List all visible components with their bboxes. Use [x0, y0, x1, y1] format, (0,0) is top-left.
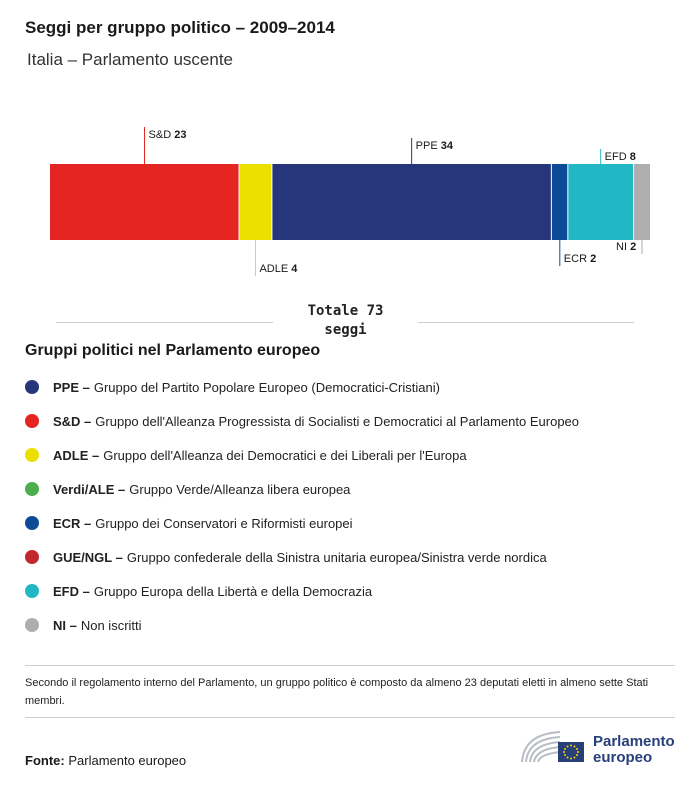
- legend-dot: [25, 448, 39, 462]
- legend-desc: Gruppo confederale della Sinistra unitaria europea/Sinistra verde nordica: [126, 549, 547, 565]
- legend-abbr: PPE –: [53, 379, 90, 395]
- bar-label-efd: EFD 8: [604, 151, 636, 163]
- source-text: Parlamento europeo: [68, 753, 187, 768]
- total-seats: [56, 302, 634, 342]
- legend-item-adle: [25, 438, 579, 472]
- legend-item-verdi: [25, 472, 579, 506]
- legend-dot: [25, 380, 39, 394]
- legend-abbr: GUE/NGL –: [53, 549, 123, 565]
- bar-segment-ecr: [551, 164, 567, 240]
- legend-abbr: ADLE –: [53, 447, 100, 463]
- legend-dot: [25, 414, 39, 428]
- divider-top: [25, 665, 675, 666]
- legend-desc: Gruppo dell'Alleanza Progressista di Socialisti e Democratici al Parlamento Europeo: [95, 413, 580, 429]
- legend-dot: [25, 516, 39, 530]
- legend-abbr: S&D –: [53, 413, 92, 429]
- source: [25, 753, 186, 768]
- legend-desc: Non iscritti: [80, 617, 142, 633]
- bar-label-ecr: ECR 2: [563, 253, 597, 265]
- legend-dot: [25, 618, 39, 632]
- legend-title: Gruppi politici nel Parlamento europeo: [25, 342, 321, 359]
- bar-segment-ni: [634, 164, 650, 240]
- chart-title: Seggi per gruppo politico – 2009–2014: [25, 18, 335, 37]
- total-divider-right: [418, 322, 634, 323]
- total-divider-left: [56, 322, 273, 323]
- bar-label-ppe: PPE 34: [415, 140, 453, 152]
- legend-abbr: Verdi/ALE –: [53, 481, 126, 497]
- legend-abbr: NI –: [53, 617, 77, 633]
- footnote: Secondo il regolamento interno del Parlamento, un gruppo politico è composto da almeno 23 deputati eletti in almeno sette Stati membri.: [25, 677, 649, 707]
- bar-label-sd: S&D 23: [148, 129, 187, 141]
- parliament-emblem-icon: [520, 728, 586, 768]
- bar-segment-ppe: [272, 164, 551, 240]
- legend-item-ni: [25, 608, 579, 642]
- bar-segment-sd: [50, 164, 239, 240]
- legend-item-gue: [25, 540, 579, 574]
- bar-label-ni: NI 2: [616, 241, 637, 253]
- legend-item-ecr: [25, 506, 579, 540]
- legend-abbr: ECR –: [53, 515, 92, 531]
- legend-item-efd: [25, 574, 579, 608]
- legend-item-ppe: [25, 370, 579, 404]
- legend-abbr: EFD –: [53, 583, 90, 599]
- legend-dot: [25, 550, 39, 564]
- legend-dot: [25, 482, 39, 496]
- chart-subtitle: Italia – Parlamento uscente: [27, 50, 234, 69]
- bar-segment-adle: [239, 164, 272, 240]
- bar-label-adle: ADLE 4: [259, 263, 298, 275]
- legend-desc: Gruppo del Partito Popolare Europeo (Democratici-Cristiani): [93, 379, 440, 395]
- stacked-bar-chart: [0, 110, 700, 285]
- source-label: Fonte:: [25, 753, 65, 768]
- legend: [25, 370, 579, 642]
- divider-bottom: [25, 717, 675, 718]
- total-seats-label: Totale 73 seggi: [307, 303, 384, 338]
- legend-desc: Gruppo Verde/Alleanza libera europea: [129, 481, 351, 497]
- parliament-logo: [520, 728, 680, 768]
- bar-segment-efd: [568, 164, 634, 240]
- legend-desc: Gruppo dei Conservatori e Riformisti europei: [95, 515, 353, 531]
- legend-dot: [25, 584, 39, 598]
- legend-desc: Gruppo dell'Alleanza dei Democratici e dei Liberali per l'Europa: [103, 447, 467, 463]
- logo-text: Parlamento europeo: [593, 733, 675, 766]
- legend-desc: Gruppo Europa della Libertà e della Democrazia: [93, 583, 373, 599]
- legend-item-sd: [25, 404, 579, 438]
